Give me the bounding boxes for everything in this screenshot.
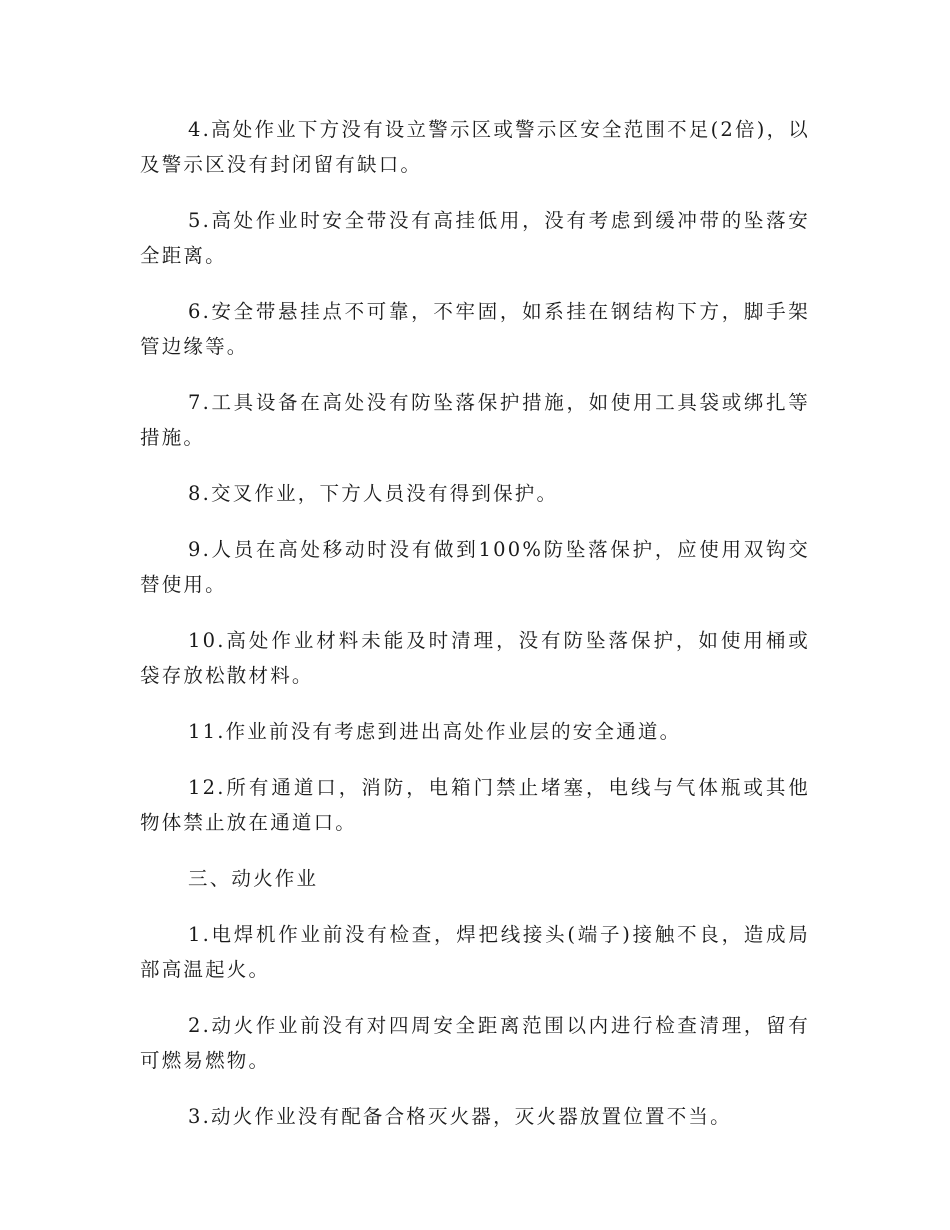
paragraph-item-5: 5.高处作业时安全带没有高挂低用，没有考虑到缓冲带的坠落安全距离。 [140, 209, 810, 267]
paragraph-hot-work-2: 2.动火作业前没有对四周安全距离范围以内进行检查清理，留有可燃易燃物。 [140, 1014, 810, 1072]
paragraph-item-12: 12.所有通道口，消防，电箱门禁止堵塞，电线与气体瓶或其他物体禁止放在通道口。 [140, 776, 810, 834]
paragraph-item-11: 11.作业前没有考虑到进出高处作业层的安全通道。 [188, 720, 682, 743]
document-body [140, 112, 810, 1155]
paragraph-hot-work-3: 3.动火作业没有配备合格灭火器，灭火器放置位置不当。 [188, 1105, 732, 1128]
paragraph-item-6: 6.安全带悬挂点不可靠，不牢固，如系挂在钢结构下方，脚手架管边缘等。 [140, 300, 810, 358]
paragraph-item-4: 4.高处作业下方没有设立警示区或警示区安全范围不足(2倍)，以及警示区没有封闭留有缺口。 [140, 118, 810, 176]
paragraph-item-9: 9.人员在高处移动时没有做到100%防坠落保护，应使用双钩交替使用。 [140, 538, 810, 596]
paragraph-item-7: 7.工具设备在高处没有防坠落保护措施，如使用工具袋或绑扎等措施。 [140, 391, 810, 449]
paragraph-item-8: 8.交叉作业，下方人员没有得到保护。 [188, 482, 559, 505]
paragraph-hot-work-1: 1.电焊机作业前没有检查，焊把线接头(端子)接触不良，造成局部高温起火。 [140, 923, 810, 981]
paragraph-item-10: 10.高处作业材料未能及时清理，没有防坠落保护，如使用桶或袋存放松散材料。 [140, 629, 810, 687]
section-heading-hot-work: 三、动火作业 [188, 867, 319, 890]
